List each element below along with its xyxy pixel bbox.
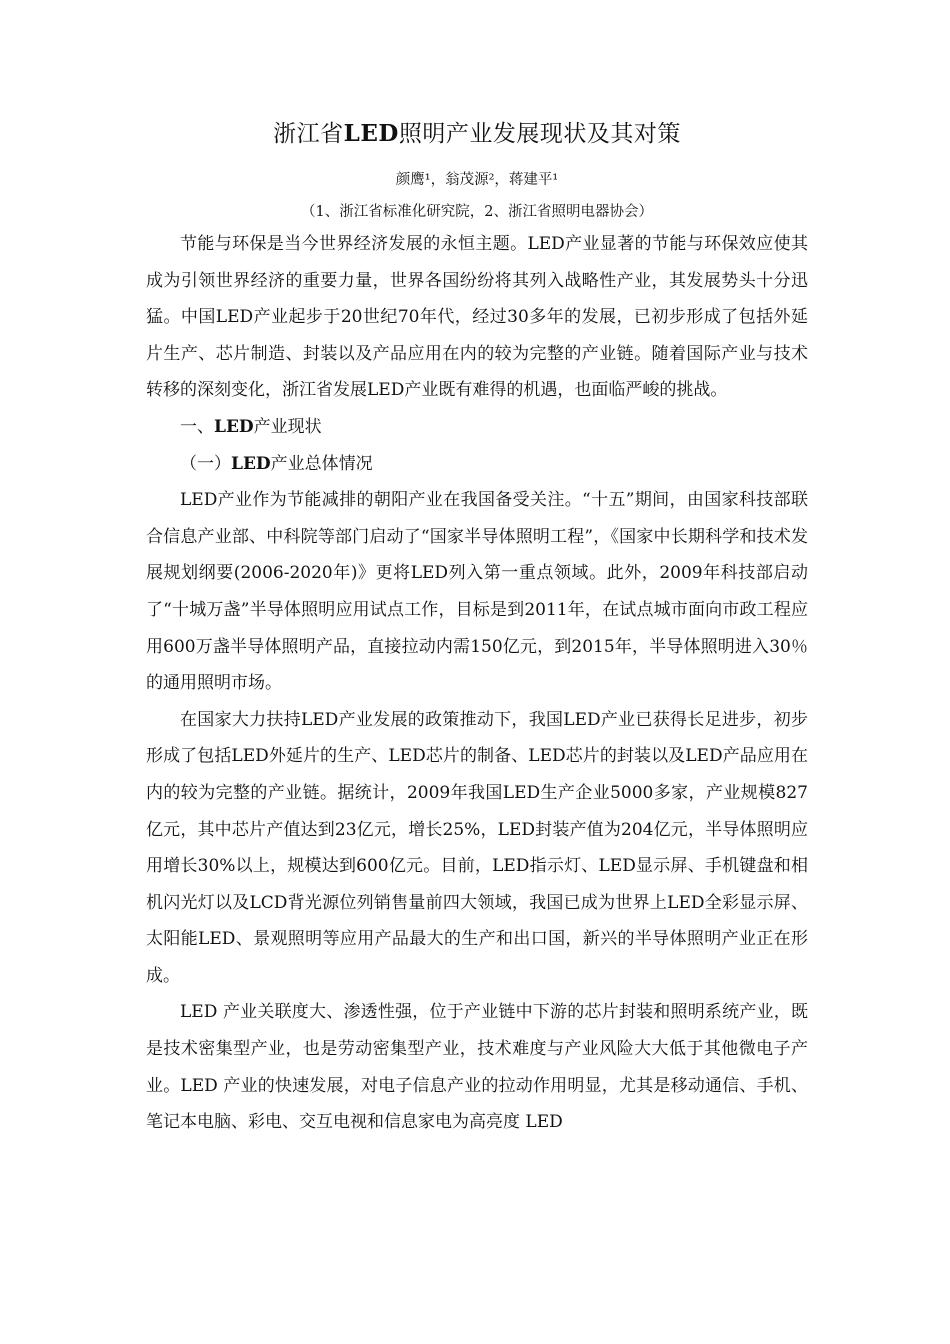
heading2-bold: LED [231, 453, 271, 474]
body-paragraph-3: LED 产业关联度大、渗透性强，位于产业链中下游的芯片封装和照明系统产业，既是技术密集型产业，也是劳动密集型产业，技术难度与产业风险大大低于其他微电子产业。LED 产业的快速发展，对电子信息产业的拉动作用明显，尤其是移动通信、手机、笔记本电脑、彩电、交互电视和信息家电为高亮度 LED [146, 1002, 808, 1133]
title-suffix: 照明产业发展现状及其对策 [398, 121, 681, 147]
heading1-suffix: 产业现状 [253, 416, 322, 437]
heading1-bold: LED [214, 416, 254, 437]
document-title [146, 114, 808, 154]
authors-line: 颜鹰¹，翁茂源²，蒋建平¹ [395, 172, 559, 188]
heading1-prefix: 一、 [180, 416, 214, 437]
document-body [146, 114, 808, 1141]
body-paragraph-2: 在国家大力扶持LED产业发展的政策推动下，我国LED产业已获得长足进步，初步形成了包括LED外延片的生产、LED芯片的制备、LED芯片的封装以及LED产品应用在内的较为完整的产业链。据统计，2009年我国LED生产企业5000多家，产业规模827亿元，其中芯片产值达到23亿元，增长25%，LED封装产值为204亿元，半导体照明应用增长30%以上，规模达到600亿元。目前，LED指示灯、LED显示屏、手机键盘和相机闪光灯以及LCD背光源位列销售量前四大领域，我国已成为世界上LED全彩显示屏、太阳能LED、景观照明等应用产品最大的生产和出口国，新兴的半导体照明产业正在形成。 [146, 709, 808, 986]
heading2-prefix: （一） [180, 453, 231, 474]
section-heading-1 [146, 409, 808, 446]
title-bold: LED [343, 120, 399, 147]
heading2-suffix: 产业总体情况 [270, 453, 373, 474]
subsection-heading-1 [146, 446, 808, 483]
affiliations-line: （1、浙江省标准化研究院，2、浙江省照明电器协会） [301, 204, 653, 220]
body-paragraph-1: LED产业作为节能减排的朝阳产业在我国备受关注。“十五”期间，由国家科技部联合信息产业部、中科院等部门启动了“国家半导体照明工程”，《国家中长期科学和技术发展规划纲要(2006-2020年)》更将LED列入第一重点领域。此外，2009年科技部启动了“十城万盏”半导体照明应用试点工作，目标是到2011年，在试点城市面向市政工程应用600万盏半导体照明产品，直接拉动内需150亿元，到2015年，半导体照明进入30％的通用照明市场。 [146, 490, 808, 694]
title-prefix: 浙江省 [273, 121, 344, 147]
intro-paragraph: 节能与环保是当今世界经济发展的永恒主题。LED产业显著的节能与环保效应使其成为引领世界经济的重要力量，世界各国纷纷将其列入战略性产业，其发展势头十分迅猛。中国LED产业起步于20世纪70年代，经过30多年的发展，已初步形成了包括外延片生产、芯片制造、封装以及产品应用在内的较为完整的产业链。随着国际产业与技术转移的深刻变化，浙江省发展LED产业既有难得的机遇，也面临严峻的挑战。 [146, 234, 808, 401]
